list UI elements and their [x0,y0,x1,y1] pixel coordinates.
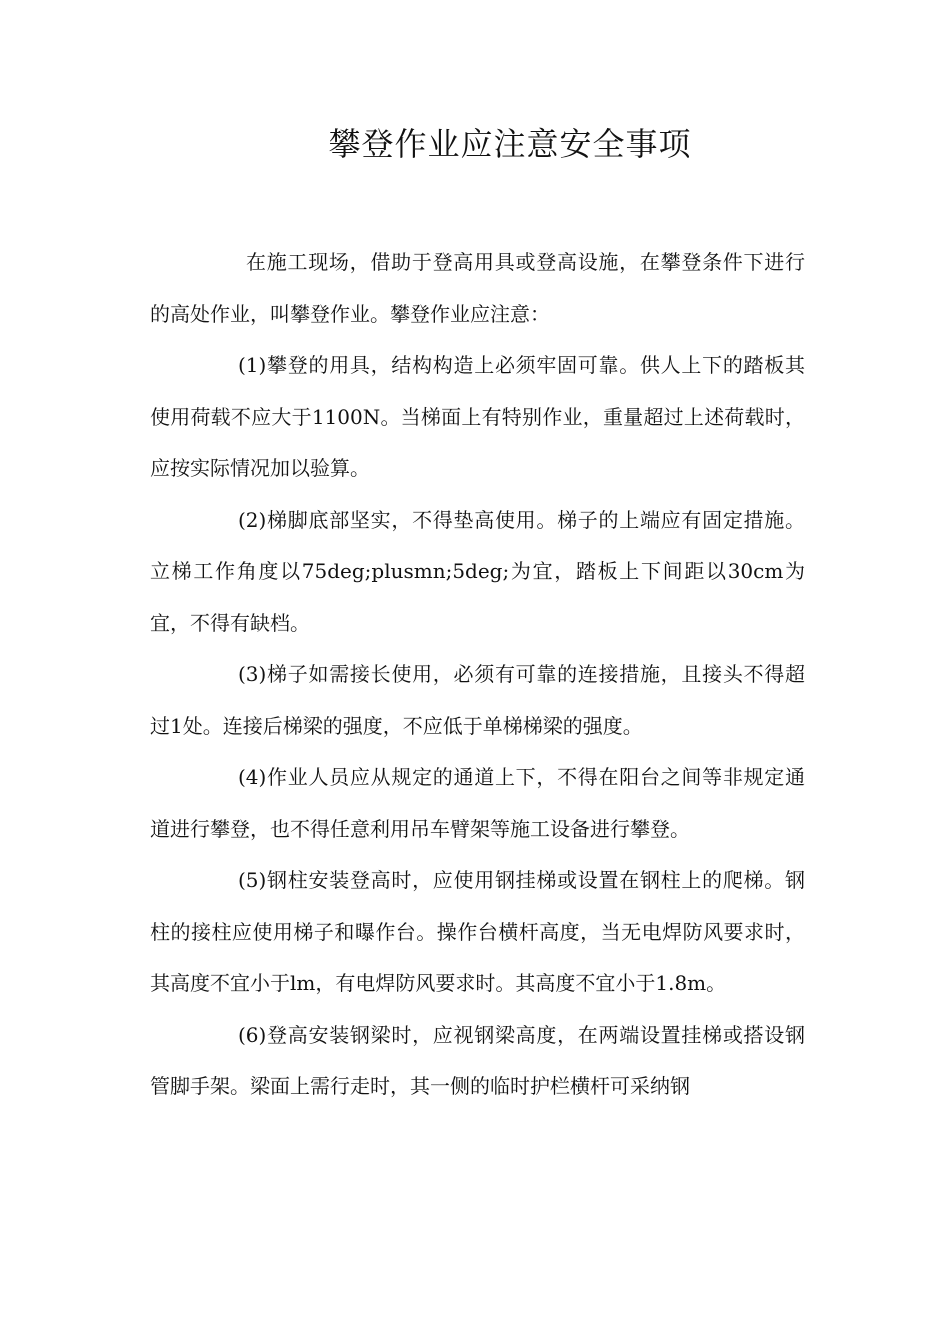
page-title: 攀登作业应注意安全事项 [328,125,692,163]
paragraph-item-5: (5)钢柱安装登高时，应使用钢挂梯或设置在钢柱上的爬梯。钢柱的接柱应使用梯子和曝作台。操作台横杆高度，当无电焊防风要求时，其高度不宜小于lm，有电焊防风要求时。其高度不宜小于1.8m。 [150,868,805,995]
paragraph-item-6: (6)登高安装钢梁时，应视钢梁高度，在两端设置挂梯或搭设钢管脚手架。梁面上需行走时，其一侧的临时护栏横杆可采纳钢 [150,1022,805,1098]
paragraph-item-2: (2)梯脚底部坚实，不得垫高使用。梯子的上端应有固定措施。立梯工作角度以75deg;plusmn;5deg;为宜，踏板上下间距以30cm为宜，不得有缺档。 [150,507,805,635]
paragraph-item-1: (1)攀登的用具，结构构造上必须牢固可靠。供人上下的踏板其使用荷载不应大于1100N。当梯面上有特别作业，重量超过上述荷载时，应按实际情况加以验算。 [150,353,805,480]
paragraph-item-4: (4)作业人员应从规定的通道上下，不得在阳台之间等非规定通道进行攀登，也不得任意利用吊车臂架等施工设备进行攀登。 [150,765,805,841]
document-body [150,237,805,1113]
paragraph-intro: 在施工现场，借助于登高用具或登高设施，在攀登条件下进行的高处作业，叫攀登作业。攀登作业应注意： [150,250,805,326]
paragraph-item-3: (3)梯子如需接长使用，必须有可靠的连接措施，且接头不得超过1处。连接后梯梁的强度，不应低于单梯梯梁的强度。 [150,662,805,738]
